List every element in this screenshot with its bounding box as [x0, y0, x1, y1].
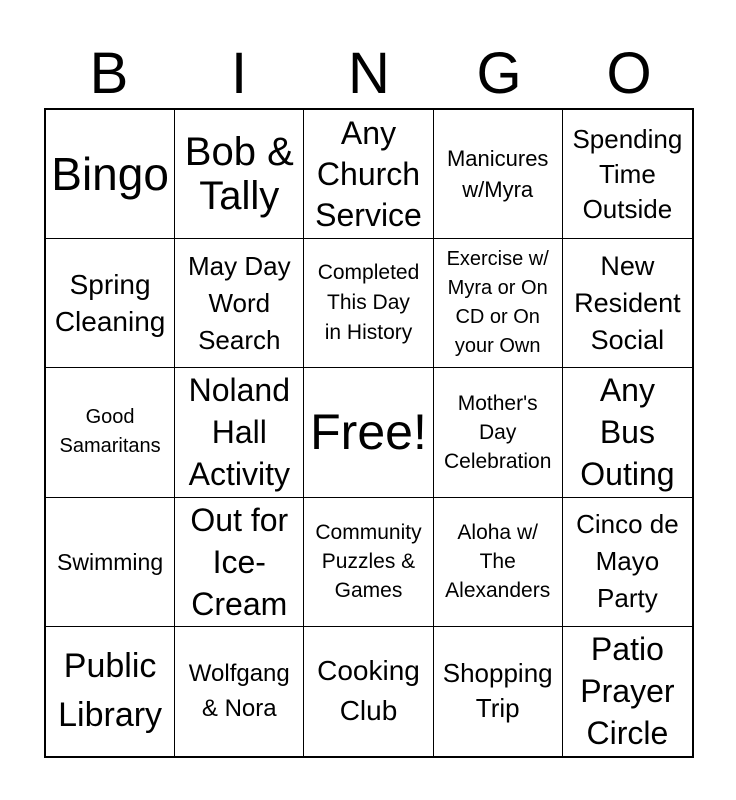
bingo-cell — [304, 239, 433, 368]
bingo-cell-text: Cooking Club — [317, 655, 420, 727]
bingo-cell-text: Bob & Tally — [184, 130, 294, 219]
bingo-cell-text: Out for Ice- Cream — [190, 501, 289, 622]
free-space-cell — [304, 368, 433, 497]
bingo-cell — [563, 498, 692, 627]
bingo-cell-text: Completed This Day in History — [317, 261, 420, 345]
bingo-cell-text: May Day Word Search — [188, 250, 291, 355]
bingo-cell — [46, 627, 175, 756]
bingo-cell-text: Noland Hall Activity — [188, 372, 290, 493]
bingo-cell-text: Spending Time Outside — [572, 123, 683, 224]
bingo-cell-text: Community Puzzles & Games — [315, 521, 422, 603]
bingo-cell-text: Good Samaritans — [59, 406, 161, 458]
bingo-cell — [175, 110, 304, 239]
bingo-cell-text: Wolfgang & Nora — [188, 660, 290, 723]
bingo-cell — [304, 627, 433, 756]
bingo-cell-text: Shopping Trip — [442, 658, 553, 724]
bingo-cell — [434, 368, 563, 497]
bingo-cell — [434, 110, 563, 239]
header-letter-o: O — [606, 41, 652, 106]
bingo-header — [44, 40, 694, 108]
bingo-cell-text: Any Bus Outing — [580, 372, 675, 493]
bingo-cell-text: Mother's Day Celebration — [443, 391, 552, 473]
bingo-cell — [563, 110, 692, 239]
bingo-cell — [175, 498, 304, 627]
bingo-cell — [563, 368, 692, 497]
bingo-card-grid — [44, 108, 694, 758]
bingo-cell-text: Bingo — [51, 148, 169, 201]
bingo-cell-text: Swimming — [57, 548, 164, 575]
bingo-cell-text: Any Church Service — [315, 114, 422, 233]
bingo-cell-text: Public Library — [58, 647, 163, 735]
bingo-cell — [175, 627, 304, 756]
bingo-cell-text: Aloha w/ The Alexanders — [445, 521, 551, 603]
bingo-cell — [304, 498, 433, 627]
bingo-cell — [434, 627, 563, 756]
bingo-cell-text: Patio Prayer Circle — [580, 631, 675, 752]
bingo-cell — [46, 110, 175, 239]
bingo-cell — [46, 368, 175, 497]
header-letter-g: G — [476, 41, 522, 106]
header-letter-i: I — [230, 41, 248, 106]
bingo-cell — [46, 498, 175, 627]
bingo-cell-text: Cinco de Mayo Party — [576, 509, 679, 614]
bingo-cell — [434, 239, 563, 368]
header-letter-n: N — [348, 41, 390, 106]
bingo-cell — [563, 627, 692, 756]
bingo-cell — [46, 239, 175, 368]
bingo-cell — [175, 368, 304, 497]
bingo-cell-text: Exercise w/ Myra or On CD or On your Own — [446, 248, 549, 358]
bingo-cell — [175, 239, 304, 368]
bingo-cell-text: Free! — [310, 404, 427, 461]
bingo-cell-text: Manicures w/Myra — [446, 146, 549, 203]
bingo-cell — [563, 239, 692, 368]
bingo-cell-text: Spring Cleaning — [54, 269, 166, 338]
bingo-cell — [434, 498, 563, 627]
header-letter-b: B — [89, 41, 129, 106]
bingo-cell — [304, 110, 433, 239]
bingo-cell-text: New Resident Social — [574, 250, 681, 355]
